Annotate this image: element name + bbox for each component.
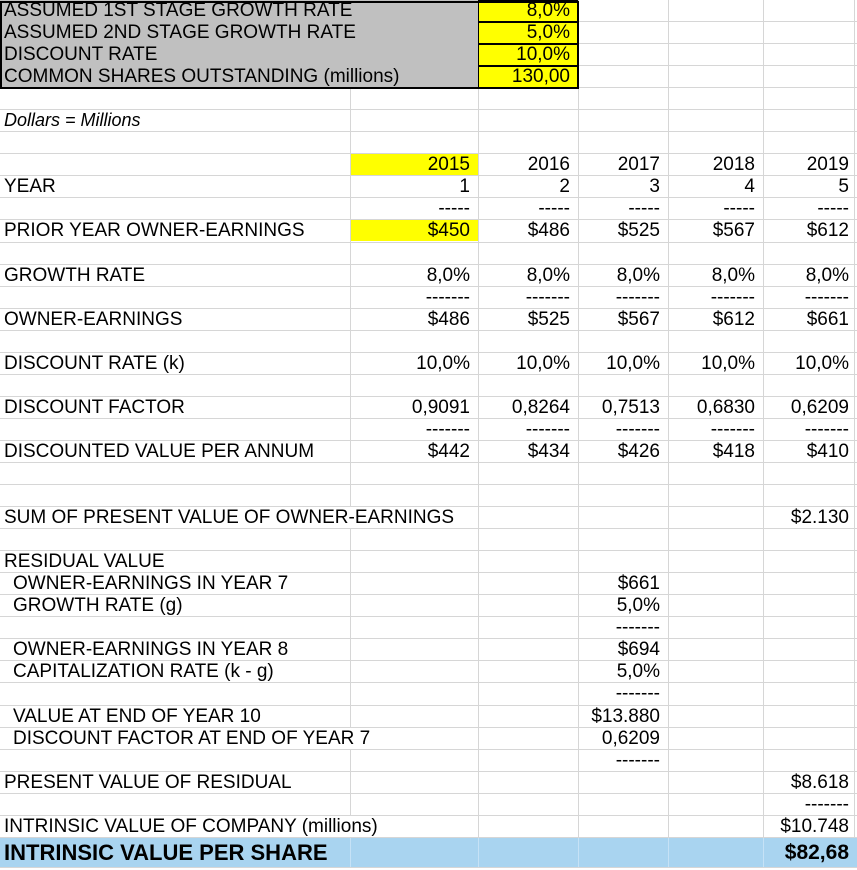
- sheet-row: [0, 551, 857, 573]
- owner-earnings-y1[interactable]: $486: [427, 308, 470, 330]
- intrinsic-value-per-share[interactable]: $82,68: [784, 840, 849, 864]
- intrinsic-value-company[interactable]: $10.748: [780, 815, 849, 837]
- discounted-value-y3[interactable]: $426: [617, 440, 660, 462]
- prior-owner-earnings-y2[interactable]: $486: [527, 220, 570, 242]
- separator-dashes[interactable]: -------: [615, 286, 660, 308]
- sheet-row: [0, 220, 857, 242]
- separator-dashes[interactable]: -----: [817, 198, 849, 220]
- assumption-label-discount-rate[interactable]: DISCOUNT RATE: [0, 44, 478, 66]
- row-label-growth-rate[interactable]: GROWTH RATE: [0, 265, 151, 286]
- owner-earnings-y5[interactable]: $661: [806, 308, 849, 330]
- growth-rate-g[interactable]: 5,0%: [616, 595, 660, 617]
- sheet-row: [0, 573, 857, 595]
- assumption-row: [0, 66, 857, 88]
- assumption-row: [0, 44, 857, 66]
- separator-dashes[interactable]: -------: [710, 418, 755, 440]
- units-note[interactable]: Dollars = Millions: [0, 110, 147, 131]
- prior-owner-earnings-y5[interactable]: $612: [806, 220, 849, 242]
- assumption-input-discount-rate[interactable]: 10,0%: [478, 44, 578, 66]
- separator-dashes[interactable]: -------: [425, 418, 470, 440]
- assumption-row: [0, 0, 857, 22]
- sheet-row: [0, 88, 857, 110]
- row-label-intrinsic-value-per-share[interactable]: INTRINSIC VALUE PER SHARE: [4, 839, 328, 865]
- separator-dashes[interactable]: -------: [615, 617, 660, 639]
- prior-owner-earnings-y3[interactable]: $525: [617, 220, 660, 242]
- sheet-row: [0, 750, 857, 772]
- discounted-value-y1[interactable]: $442: [427, 440, 470, 462]
- row-label-owner-earnings-year8[interactable]: OWNER-EARNINGS IN YEAR 8: [0, 639, 294, 660]
- year-header-2015[interactable]: 2015: [351, 154, 478, 175]
- sheet-row: [0, 706, 857, 728]
- sheet-row: [0, 463, 857, 485]
- separator-dashes[interactable]: -----: [438, 198, 470, 220]
- owner-earnings-y4[interactable]: $612: [712, 308, 755, 330]
- prior-owner-earnings-y4[interactable]: $567: [712, 220, 755, 242]
- row-label-discount-factor-year7[interactable]: DISCOUNT FACTOR AT END OF YEAR 7: [0, 728, 376, 749]
- row-label-year[interactable]: YEAR: [0, 176, 62, 197]
- assumption-label-2nd-stage-growth[interactable]: ASSUMED 2ND STAGE GROWTH RATE: [0, 22, 478, 44]
- sheet-row: [0, 176, 857, 198]
- year-index[interactable]: 3: [649, 176, 660, 198]
- separator-dashes[interactable]: -------: [804, 793, 849, 815]
- sheet-row: [0, 198, 857, 220]
- discounted-value-y4[interactable]: $418: [712, 440, 755, 462]
- value-end-year10[interactable]: $13.880: [591, 705, 660, 727]
- growth-rate-y1[interactable]: 8,0%: [426, 264, 470, 286]
- section-label-residual-value[interactable]: RESIDUAL VALUE: [0, 551, 171, 572]
- row-label-prior-year-owner-earnings[interactable]: PRIOR YEAR OWNER-EARNINGS: [0, 220, 311, 241]
- separator-dashes[interactable]: -------: [804, 418, 849, 440]
- sheet-row: [0, 287, 857, 309]
- assumption-label-1st-stage-growth[interactable]: ASSUMED 1ST STAGE GROWTH RATE: [0, 0, 478, 22]
- separator-dashes[interactable]: -------: [804, 286, 849, 308]
- sheet-row: [0, 375, 857, 397]
- present-value-residual[interactable]: $8.618: [790, 771, 849, 793]
- row-label-discount-factor[interactable]: DISCOUNT FACTOR: [0, 397, 191, 418]
- row-label-sum-present-value[interactable]: SUM OF PRESENT VALUE OF OWNER-EARNINGS: [0, 507, 460, 528]
- sheet-row: [0, 529, 857, 551]
- year-header-2017[interactable]: 2017: [617, 154, 660, 176]
- growth-rate-y2[interactable]: 8,0%: [526, 264, 570, 286]
- year-index[interactable]: 1: [459, 176, 470, 198]
- owner-earnings-year7[interactable]: $661: [617, 573, 660, 595]
- row-label-present-value-residual[interactable]: PRESENT VALUE OF RESIDUAL: [0, 772, 298, 793]
- result-row: [0, 838, 857, 868]
- separator-dashes[interactable]: -------: [615, 683, 660, 705]
- discount-rate-y4[interactable]: 10,0%: [701, 352, 755, 374]
- discount-rate-y2[interactable]: 10,0%: [516, 352, 570, 374]
- growth-rate-y4[interactable]: 8,0%: [711, 264, 755, 286]
- sheet-row: [0, 507, 857, 529]
- sheet-row: [0, 132, 857, 154]
- year-header-2016[interactable]: 2016: [527, 154, 570, 176]
- sheet-row: [0, 485, 857, 507]
- year-index[interactable]: 2: [559, 176, 570, 198]
- discount-factor-y3[interactable]: 0,7513: [601, 396, 660, 418]
- discounted-value-y5[interactable]: $410: [806, 440, 849, 462]
- year-index[interactable]: 5: [838, 176, 849, 198]
- sheet-row: [0, 243, 857, 265]
- assumption-row: [0, 22, 857, 44]
- row-label-intrinsic-value-company[interactable]: INTRINSIC VALUE OF COMPANY (millions): [0, 816, 384, 837]
- assumption-label-shares-outstanding[interactable]: COMMON SHARES OUTSTANDING (millions): [0, 66, 478, 88]
- sheet-row: [0, 595, 857, 617]
- discount-factor-year7[interactable]: 0,6209: [601, 727, 660, 749]
- row-label-value-end-year10[interactable]: VALUE AT END OF YEAR 10: [0, 706, 267, 727]
- sheet-row: [0, 728, 857, 750]
- separator-dashes[interactable]: -------: [525, 286, 570, 308]
- sheet-row: [0, 397, 857, 419]
- owner-earnings-year8[interactable]: $694: [617, 639, 660, 661]
- discount-factor-y5[interactable]: 0,6209: [790, 396, 849, 418]
- separator-dashes[interactable]: -----: [723, 198, 755, 220]
- sheet-row: [0, 419, 857, 441]
- sheet-row: [0, 794, 857, 816]
- sheet-row: [0, 661, 857, 683]
- assumption-input-2nd-stage-growth[interactable]: 5,0%: [478, 22, 578, 44]
- sheet-row: [0, 639, 857, 661]
- sheet-row: [0, 154, 857, 176]
- row-label-owner-earnings[interactable]: OWNER-EARNINGS: [0, 309, 188, 330]
- sheet-row: [0, 353, 857, 375]
- assumption-input-shares-outstanding[interactable]: 130,00: [478, 66, 578, 88]
- year-header-2018[interactable]: 2018: [712, 154, 755, 176]
- discount-rate-y5[interactable]: 10,0%: [795, 352, 849, 374]
- sheet-row: [0, 441, 857, 463]
- sheet-row: [0, 309, 857, 331]
- separator-dashes[interactable]: -------: [525, 418, 570, 440]
- separator-dashes[interactable]: -------: [710, 286, 755, 308]
- discount-rate-y3[interactable]: 10,0%: [606, 352, 660, 374]
- year-index[interactable]: 4: [744, 176, 755, 198]
- owner-earnings-y2[interactable]: $525: [527, 308, 570, 330]
- capitalization-rate[interactable]: 5,0%: [616, 661, 660, 683]
- sheet-row: [0, 617, 857, 639]
- sheet-row: [0, 110, 857, 132]
- year-header-2019[interactable]: 2019: [806, 154, 849, 176]
- owner-earnings-y3[interactable]: $567: [617, 308, 660, 330]
- separator-dashes[interactable]: -------: [425, 286, 470, 308]
- sheet-row: [0, 265, 857, 287]
- assumption-input-1st-stage-growth[interactable]: 8,0%: [478, 0, 578, 22]
- discounted-value-y2[interactable]: $434: [527, 440, 570, 462]
- row-label-discounted-value[interactable]: DISCOUNTED VALUE PER ANNUM: [0, 441, 320, 462]
- sheet-row: [0, 683, 857, 705]
- discount-factor-y4[interactable]: 0,6830: [696, 396, 755, 418]
- discount-rate-y1[interactable]: 10,0%: [416, 352, 470, 374]
- row-label-owner-earnings-year7[interactable]: OWNER-EARNINGS IN YEAR 7: [0, 573, 294, 594]
- sum-present-value[interactable]: $2.130: [790, 507, 849, 529]
- discount-factor-y2[interactable]: 0,8264: [511, 396, 570, 418]
- separator-dashes[interactable]: -----: [538, 198, 570, 220]
- sheet-row: [0, 772, 857, 794]
- prior-owner-earnings-y1[interactable]: $450: [351, 220, 478, 241]
- sheet-row: [0, 331, 857, 353]
- separator-dashes[interactable]: -------: [615, 418, 660, 440]
- row-label-capitalization-rate[interactable]: CAPITALIZATION RATE (k - g): [0, 661, 280, 682]
- separator-dashes[interactable]: -------: [615, 749, 660, 771]
- separator-dashes[interactable]: -----: [628, 198, 660, 220]
- growth-rate-y5[interactable]: 8,0%: [805, 264, 849, 286]
- growth-rate-y3[interactable]: 8,0%: [616, 264, 660, 286]
- row-label-growth-rate-g[interactable]: GROWTH RATE (g): [0, 595, 189, 616]
- row-label-discount-rate-k[interactable]: DISCOUNT RATE (k): [0, 353, 191, 374]
- sheet-row: [0, 816, 857, 838]
- discount-factor-y1[interactable]: 0,9091: [411, 396, 470, 418]
